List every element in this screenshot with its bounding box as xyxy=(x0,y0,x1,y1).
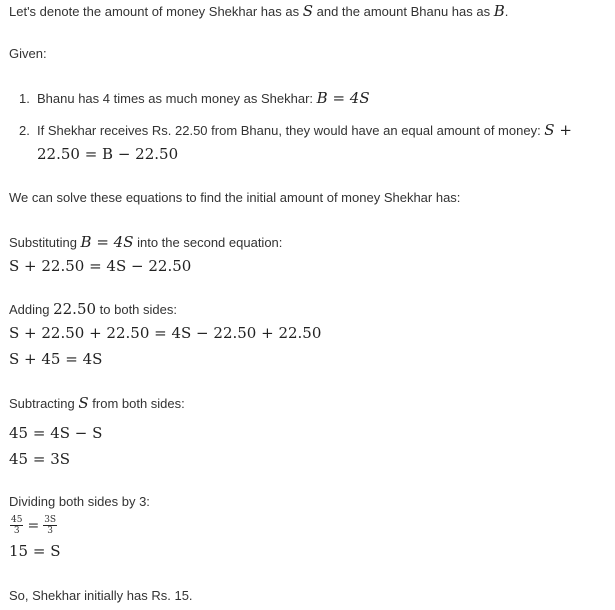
list-item-math: B = 4S xyxy=(316,89,370,107)
equation: S + 45 = 4S xyxy=(9,350,103,368)
conclusion: So, Shekhar initially has Rs. 15. xyxy=(9,588,193,603)
intro-paragraph xyxy=(9,2,508,21)
step-substitute-label xyxy=(9,233,282,252)
step-subtract-label xyxy=(9,394,185,413)
list-item-text: Bhanu has 4 times as much money as Shekhar: xyxy=(37,91,317,106)
fraction-equation xyxy=(9,514,58,537)
list-item-math-start: S + xyxy=(544,121,572,139)
equation: 15 = S xyxy=(9,542,61,560)
list-item-text: If Shekhar receives Rs. 22.50 from Bhanu, they would have an equal amount of money: xyxy=(37,123,545,138)
step-label-text: Adding xyxy=(9,302,54,317)
intro-var-s: S xyxy=(302,2,314,20)
list-item xyxy=(19,121,572,140)
step-label-math: S xyxy=(78,394,89,412)
step-label-text: from both sides: xyxy=(88,396,185,411)
equation: 45 = 3S xyxy=(9,450,71,468)
fraction-numerator: 3S xyxy=(44,515,57,526)
step-label-math: 22.50 xyxy=(53,300,97,318)
list-item-number: 1. xyxy=(19,91,30,106)
given-label: Given: xyxy=(9,46,47,61)
step-label-text: into the second equation: xyxy=(133,235,283,250)
solve-intro: We can solve these equations to find the initial amount of money Shekhar has: xyxy=(9,190,461,205)
step-label-text: to both sides: xyxy=(96,302,177,317)
fraction-right xyxy=(43,515,57,536)
fraction-left xyxy=(10,515,23,536)
equals-sign: = xyxy=(27,517,40,534)
equation: S + 22.50 = 4S − 22.50 xyxy=(9,257,192,275)
equation: S + 22.50 + 22.50 = 4S − 22.50 + 22.50 xyxy=(9,324,322,342)
step-add-label xyxy=(9,300,177,319)
step-label-math: B = 4S xyxy=(80,233,134,251)
list-item-number: 2. xyxy=(19,123,30,138)
fraction-denominator: 3 xyxy=(13,526,20,537)
intro-text-3: . xyxy=(504,4,509,19)
fraction-numerator: 45 xyxy=(11,515,23,526)
list-item xyxy=(19,89,370,108)
step-label-text: Substituting xyxy=(9,235,81,250)
intro-var-b: B xyxy=(493,2,505,20)
step-label-text: Subtracting xyxy=(9,396,79,411)
step-divide-label: Dividing both sides by 3: xyxy=(9,494,150,509)
intro-text-2: and the amount Bhanu has as xyxy=(313,4,494,19)
intro-text-1: Let's denote the amount of money Shekhar has as xyxy=(9,4,303,19)
fraction-denominator: 3 xyxy=(47,526,53,537)
equation: 45 = 4S − S xyxy=(9,424,103,442)
list-item-math-continued: 22.50 = B − 22.50 xyxy=(37,145,179,163)
